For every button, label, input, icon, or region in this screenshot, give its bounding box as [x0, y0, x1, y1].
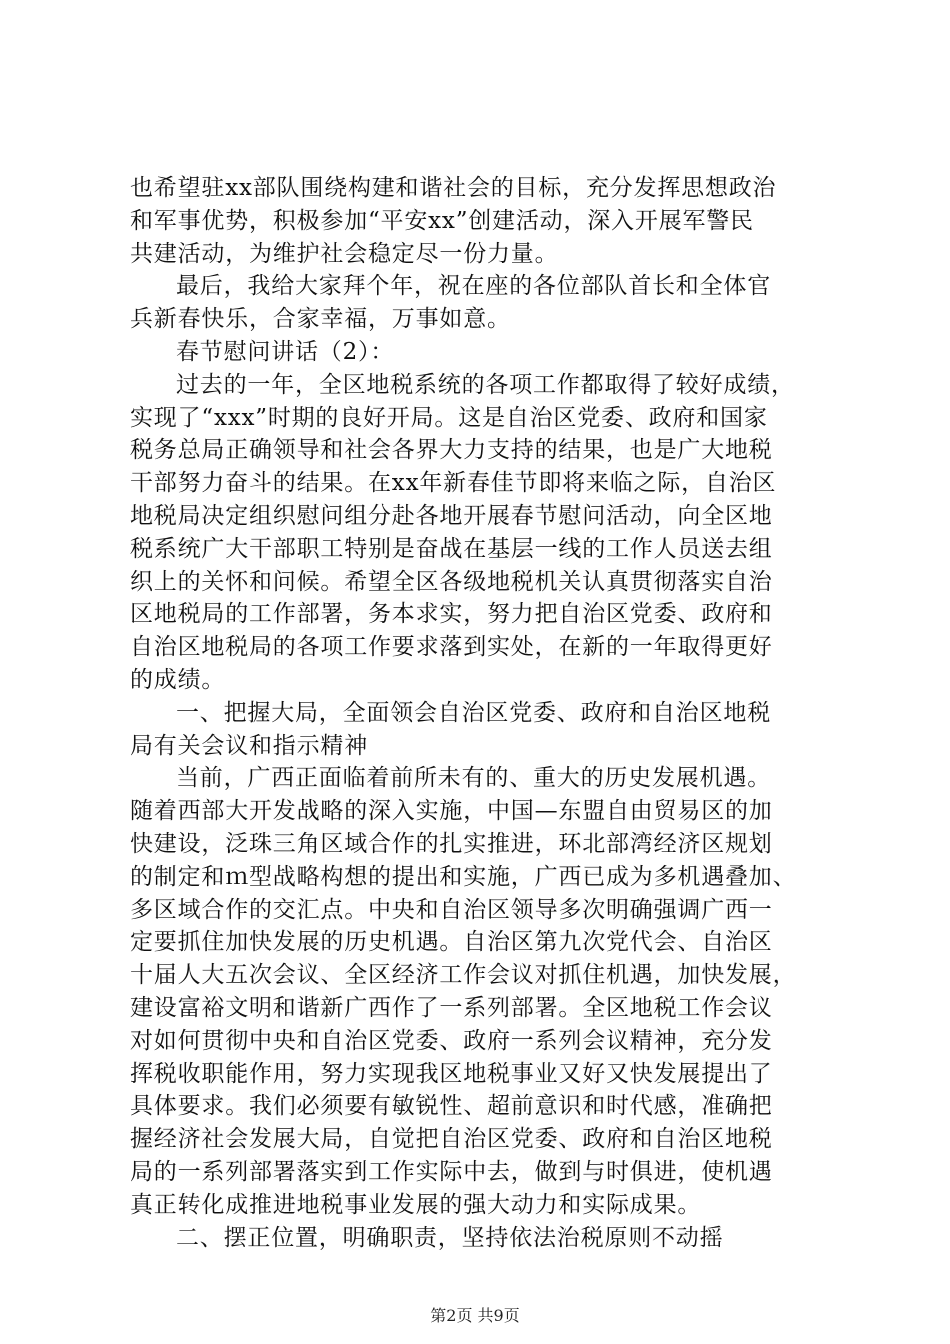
- text-line: 过去的一年，全区地税系统的各项工作都取得了较好成绩，: [176, 371, 795, 398]
- text-line: 和军事优势，积极参加“平安xx”创建活动，深入开展军警民: [130, 207, 754, 234]
- text-line: 建设富裕文明和谐新广西作了一系列部署。全区地税工作会议: [130, 994, 773, 1021]
- text-line: 税系统广大干部职工特别是奋战在基层一线的工作人员送去组: [130, 535, 773, 562]
- text-line: 自治区地税局的各项工作要求落到实处，在新的一年取得更好: [130, 634, 773, 661]
- text-line: 握经济社会发展大局，自觉把自治区党委、政府和自治区地税: [130, 1126, 773, 1153]
- text-line: 区地税局的工作部署，务本求实，努力把自治区党委、政府和: [130, 601, 773, 628]
- text-line: 十届人大五次会议、全区经济工作会议对抓住机遇，加快发展，: [130, 962, 797, 989]
- text-line: 局有关会议和指示精神: [130, 732, 368, 759]
- text-line: 一、把握大局，全面领会自治区党委、政府和自治区地税: [176, 699, 771, 726]
- document-body: [130, 172, 830, 1254]
- text-line: 春节慰问讲话（2）：: [176, 338, 395, 365]
- text-line: 织上的关怀和问候。希望全区各级地税机关认真贯彻落实自治: [130, 568, 773, 595]
- text-line: 挥税收职能作用，努力实现我区地税事业又好又快发展提出了: [130, 1060, 773, 1087]
- text-line: 也希望驻xx部队围绕构建和谐社会的目标，充分发挥思想政治: [130, 175, 777, 201]
- text-line: 局的一系列部署落实到工作实际中去，做到与时俱进，使机遇: [130, 1158, 773, 1185]
- text-line: 真正转化成推进地税事业发展的强大动力和实际成果。: [130, 1191, 702, 1218]
- page-footer: 第2页 共9页: [430, 1306, 520, 1325]
- text-line: 共建活动，为维护社会稳定尽一份力量。: [130, 240, 559, 267]
- text-line: 地税局决定组织慰问组分赴各地开展春节慰问活动，向全区地: [130, 502, 773, 529]
- text-line: 快建设，泛珠三角区域合作的扎实推进，环北部湾经济区规划: [130, 830, 773, 857]
- text-line: 实现了“xxx”时期的良好开局。这是自治区党委、政府和国家: [130, 404, 768, 431]
- text-line: 具体要求。我们必须要有敏锐性、超前意识和时代感，准确把: [130, 1093, 773, 1120]
- text-line: 定要抓住加快发展的历史机遇。自治区第九次党代会、自治区: [130, 929, 773, 956]
- text-line: 税务总局正确领导和社会各界大力支持的结果，也是广大地税: [130, 437, 773, 464]
- text-line: 兵新春快乐，合家幸福，万事如意。: [130, 306, 511, 333]
- text-line: 当前，广西正面临着前所未有的、重大的历史发展机遇。: [176, 765, 771, 792]
- text-line: 多区域合作的交汇点。中央和自治区领导多次明确强调广西一: [130, 896, 773, 923]
- text-line: 对如何贯彻中央和自治区党委、政府一系列会议精神，充分发: [130, 1027, 773, 1054]
- text-line: 的制定和ｍ型战略构想的提出和实施，广西已成为多机遇叠加、: [130, 863, 797, 890]
- text-line: 二、摆正位置，明确职责，坚持依法治税原则不动摇: [176, 1224, 724, 1251]
- text-line: 最后，我给大家拜个年，祝在座的各位部队首长和全体官: [176, 273, 771, 300]
- text-line: 干部努力奋斗的结果。在xx年新春佳节即将来临之际，自治区: [130, 470, 777, 497]
- text-line: 的成绩。: [130, 666, 226, 693]
- text-line: 随着西部大开发战略的深入实施，中国—东盟自由贸易区的加: [130, 798, 773, 825]
